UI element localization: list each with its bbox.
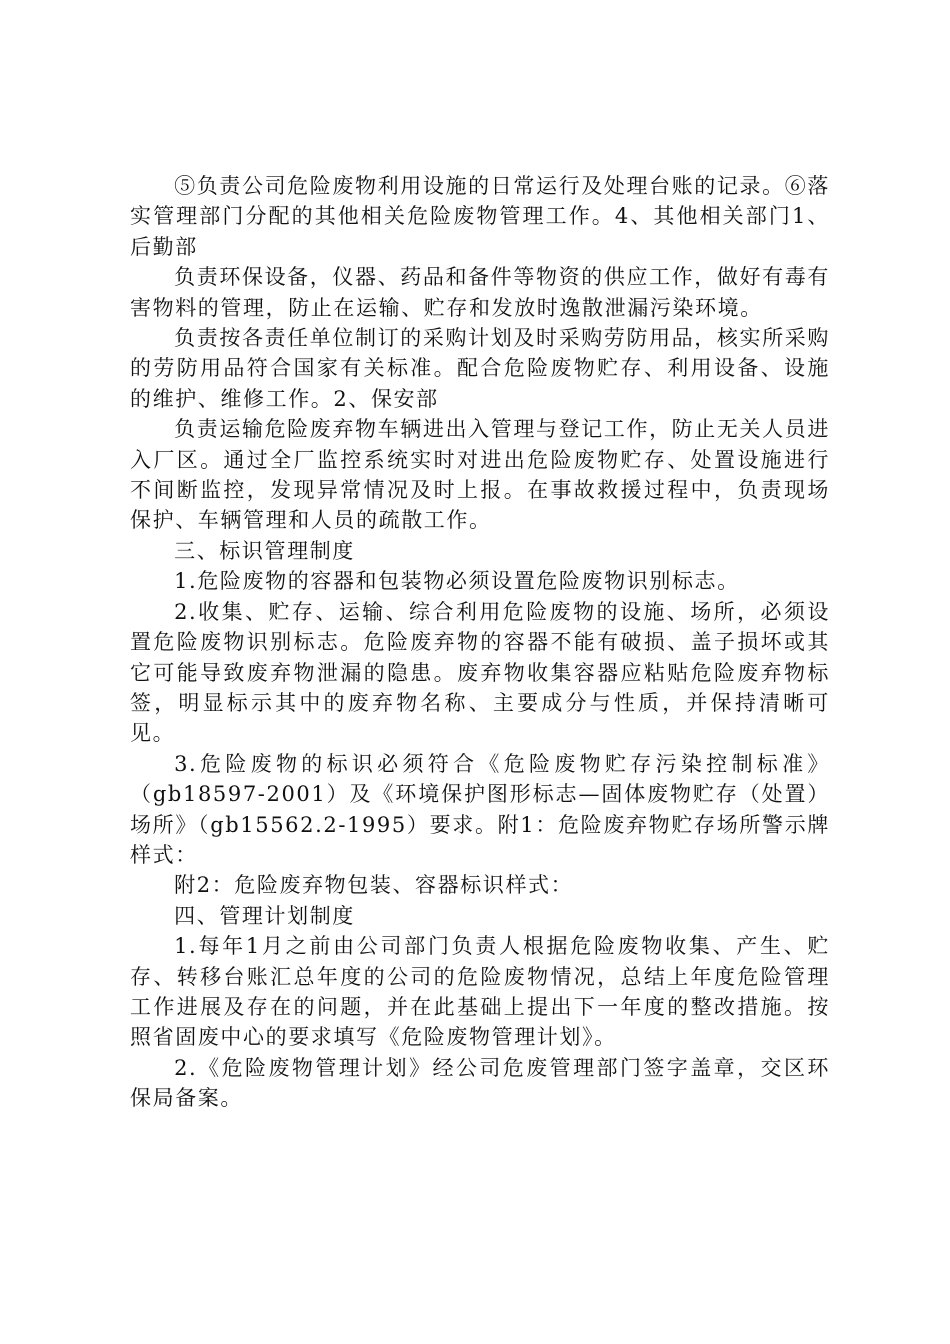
paragraph-labeling-2: 2.收集、贮存、运输、综合利用危险废物的设施、场所，必须设置危险废物识别标志。危险废弃物的容器不能有破损、盖子损坏或其它可能导致废弃物泄漏的隐患。废弃物收集容器应粘贴危险废弃物标签，明显标示其中的废弃物名称、主要成分与性质，并保持清晰可见。	[130, 599, 830, 746]
paragraph-appendix-2: 附2：危险废弃物包装、容器标识样式：	[174, 873, 574, 898]
section-heading-labeling: 三、标识管理制度	[174, 538, 355, 563]
paragraph-duty-5-6: ⑤负责公司危险废物利用设施的日常运行及处理台账的记录。⑥落实管理部门分配的其他相关危险废物管理工作。4、其他相关部门1、后勤部	[130, 174, 830, 259]
paragraph-logistics-ppe: 负责按各责任单位制订的采购计划及时采购劳防用品，核实所采购的劳防用品符合国家有关标准。配合危险废物贮存、利用设备、设施的维护、维修工作。2、保安部	[130, 326, 830, 411]
section-heading-planning: 四、管理计划制度	[174, 903, 355, 928]
paragraph-logistics-supply: 负责环保设备，仪器、药品和备件等物资的供应工作，做好有毒有害物料的管理，防止在运输、贮存和发放时逸散泄漏污染环境。	[130, 265, 830, 320]
paragraph-labeling-1: 1.危险废物的容器和包装物必须设置危险废物识别标志。	[174, 569, 740, 594]
paragraph-security: 负责运输危险废弃物车辆进出入管理与登记工作，防止无关人员进入厂区。通过全厂监控系统实时对进出危险废物贮存、处置设施进行不间断监控，发现异常情况及时上报。在事故救援过程中，负责现场保护、车辆管理和人员的疏散工作。	[130, 417, 830, 533]
paragraph-planning-1: 1.每年1月之前由公司部门负责人根据危险废物收集、产生、贮存、转移台账汇总年度的公司的危险废物情况，总结上年度危险管理工作进展及存在的问题，并在此基础上提出下一年度的整改措施。按照省固废中心的要求填写《危险废物管理计划》。	[130, 934, 830, 1050]
paragraph-planning-2: 2.《危险废物管理计划》经公司危废管理部门签字盖章，交区环保局备案。	[130, 1055, 830, 1111]
paragraph-labeling-3: 3.危险废物的标识必须符合《危险废物贮存污染控制标准》（gb18597-2001）及《环境保护图形标志—固体废物贮存（处置）场所》（gb15562.2-1995）要求。附1：危险废弃物贮存场所警示牌样式：	[130, 751, 830, 867]
document-body	[130, 171, 830, 1114]
